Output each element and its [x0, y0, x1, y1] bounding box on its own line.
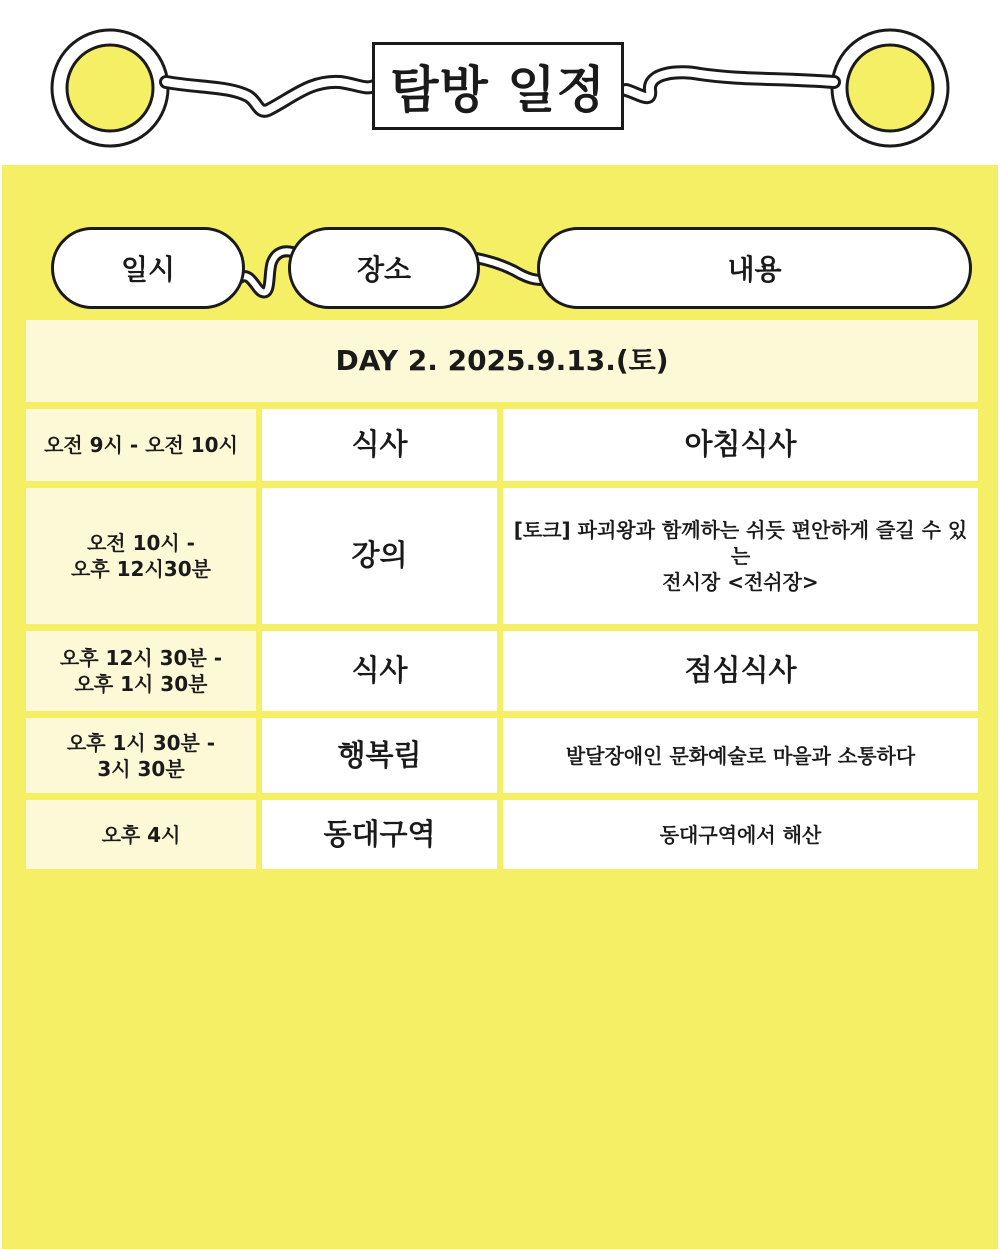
- row-3-time: [26, 631, 256, 711]
- row-2-content-line1: [토크] 파괴왕과 함께하는 쉬듯 편안하게 즐길 수 있는: [513, 518, 968, 568]
- row-5-time: [26, 800, 256, 869]
- row-4-place: 행복림: [262, 718, 497, 793]
- row-4-time-line2: 3시 30분: [97, 756, 185, 781]
- column-header-content: 내용: [537, 227, 972, 309]
- row-5-place: 동대구역: [262, 800, 497, 869]
- row-2-content: [503, 488, 978, 624]
- column-header-place: 장소: [288, 227, 480, 309]
- column-header-time: 일시: [51, 227, 245, 309]
- row-3-content: 점심식사: [503, 631, 978, 711]
- row-4-content: 발달장애인 문화예술로 마을과 소통하다: [503, 718, 978, 793]
- page-title: 탐방 일정: [372, 42, 624, 130]
- day-heading: DAY 2. 2025.9.13.(토): [26, 320, 978, 402]
- row-2-place: 강의: [262, 488, 497, 624]
- row-3-place: 식사: [262, 631, 497, 711]
- row-2-time-line1: 오전 10시 -: [86, 531, 195, 555]
- row-1-place: 식사: [262, 409, 497, 481]
- row-3-time-line1: 오후 12시 30분 -: [59, 646, 223, 670]
- row-2-time-line2: 오후 12시30분: [71, 557, 211, 581]
- row-2-time: [26, 488, 256, 624]
- row-4-time-line1: 오후 1시 30분 -: [66, 730, 216, 755]
- row-5-content: 동대구역에서 해산: [503, 800, 978, 869]
- row-3-time-line2: 오후 1시 30분: [74, 672, 208, 696]
- row-5-time-text: 오후 4시: [101, 822, 181, 847]
- row-2-content-line2: 전시장 <전쉬장>: [662, 570, 819, 594]
- row-4-time: [26, 718, 256, 793]
- row-1-content: 아침식사: [503, 409, 978, 481]
- row-1-time-text: 오전 9시 - 오전 10시: [44, 433, 238, 457]
- row-1-time: [26, 409, 256, 481]
